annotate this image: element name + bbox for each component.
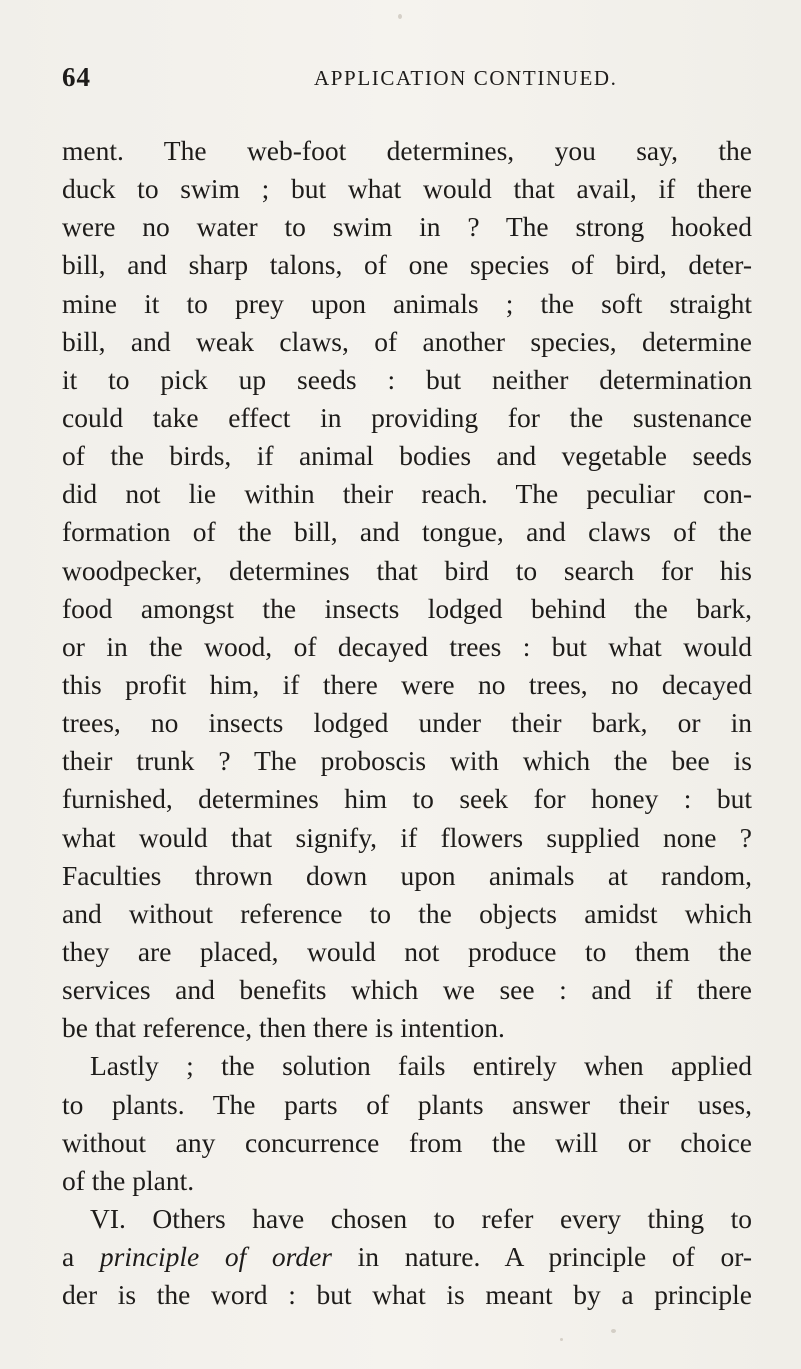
body-text	[62, 132, 752, 1314]
text-line: what would that signify, if flowers supplied none ?	[62, 821, 752, 853]
foxing-spot	[560, 1338, 563, 1341]
foxing-spot	[398, 14, 402, 19]
text-line: trees, no insects lodged under their bark, or in	[62, 707, 752, 739]
text-line: or in the wood, of decayed trees : but what would	[62, 630, 752, 662]
text-line: they are placed, would not produce to them the	[62, 935, 752, 967]
text-line: did not lie within their reach. The peculiar con-	[62, 478, 752, 510]
text-line: without any concurrence from the will or choice	[62, 1126, 752, 1158]
foxing-spot	[611, 1329, 616, 1333]
text-line: it to pick up seeds : but neither determination	[62, 363, 752, 395]
text-line: mine it to prey upon animals ; the soft straight	[62, 287, 752, 319]
text-line: of the plant.	[62, 1164, 195, 1196]
text-line: VI. Others have chosen to refer every thing to	[90, 1202, 752, 1234]
text-line: to plants. The parts of plants answer their uses,	[62, 1088, 752, 1120]
text-line: services and benefits which we see : and if there	[62, 974, 752, 1006]
italic-phrase: principle of order	[99, 1241, 332, 1273]
text-line-with-italic	[62, 1238, 752, 1276]
text-line: could take effect in providing for the sustenance	[62, 401, 752, 433]
text-line: be that reference, then there is intention.	[62, 1012, 505, 1044]
text-line: furnished, determines him to seek for honey : but	[62, 783, 752, 815]
text-line: duck to swim ; but what would that avail, if there	[62, 173, 752, 205]
running-title: APPLICATION CONTINUED.	[314, 66, 618, 90]
text-line: bill, and weak claws, of another species, determine	[62, 325, 752, 357]
text-line: of the birds, if animal bodies and vegetable seeds	[62, 440, 752, 472]
running-head	[62, 62, 752, 98]
text-line: woodpecker, determines that bird to search for his	[62, 554, 752, 586]
text-segment: a	[62, 1241, 100, 1273]
text-line: formation of the bill, and tongue, and claws of the	[62, 516, 752, 548]
text-line: Lastly ; the solution fails entirely when applied	[90, 1050, 752, 1082]
text-line: and without reference to the objects amidst which	[62, 897, 752, 929]
text-line: their trunk ? The proboscis with which the bee is	[62, 745, 752, 777]
text-line: der is the word : but what is meant by a principle	[62, 1279, 752, 1311]
text-segment: in nature. A principle of or-	[332, 1241, 752, 1273]
page-number: 64	[62, 62, 91, 92]
text-line: were no water to swim in ? The strong hooked	[62, 211, 752, 243]
text-line: Faculties thrown down upon animals at random,	[62, 859, 752, 891]
text-line: this profit him, if there were no trees, no decayed	[62, 668, 752, 700]
text-line: bill, and sharp talons, of one species of bird, deter-	[62, 249, 752, 281]
text-line: ment. The web-foot determines, you say, the	[62, 135, 752, 166]
text-line: food amongst the insects lodged behind the bark,	[62, 592, 752, 624]
